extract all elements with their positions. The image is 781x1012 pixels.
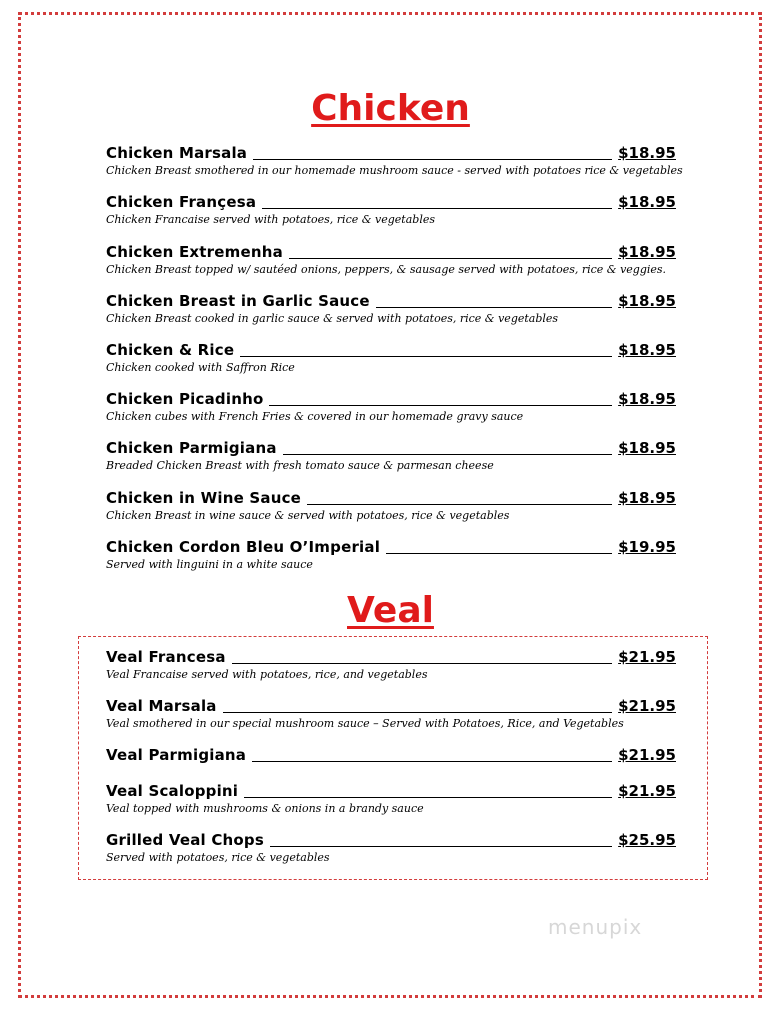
- menu-item: [106, 489, 676, 527]
- item-price: $21.95: [618, 746, 676, 764]
- chicken-section-title: Chicken: [311, 88, 470, 129]
- item-price: $21.95: [618, 648, 676, 666]
- item-description: Breaded Chicken Breast with fresh tomato sauce & parmesan cheese: [106, 459, 494, 472]
- item-name: Chicken Picadinho: [106, 390, 264, 408]
- item-price: $21.95: [618, 697, 676, 715]
- menu-item: [106, 439, 676, 477]
- menu-item: [106, 746, 676, 784]
- item-name: Chicken Parmigiana: [106, 439, 277, 457]
- item-description: Chicken Breast cooked in garlic sauce & served with potatoes, rice & vegetables: [106, 312, 559, 325]
- item-description: Chicken cubes with French Fries & covered in our homemade gravy sauce: [106, 410, 524, 423]
- watermark-logo: menupix: [548, 915, 643, 939]
- item-name: Chicken in Wine Sauce: [106, 489, 302, 507]
- leader-line: [252, 749, 612, 762]
- item-description: Served with potatoes, rice & vegetables: [106, 851, 330, 864]
- menu-item: [106, 292, 676, 330]
- menu-item: [106, 831, 676, 869]
- item-description: Chicken Breast smothered in our homemade mushroom sauce - served with potatoes rice & vegetables: [106, 164, 683, 177]
- item-description: Veal smothered in our special mushroom sauce – Served with Potatoes, Rice, and Vegetables: [106, 717, 624, 730]
- leader-line: [376, 295, 612, 308]
- leader-line: [386, 541, 612, 554]
- item-name: Chicken Extremenha: [106, 243, 283, 261]
- menu-item: [106, 782, 676, 820]
- item-name: Chicken Cordon Bleu O’Imperial: [106, 538, 381, 556]
- item-description: Veal topped with mushrooms & onions in a brandy sauce: [106, 802, 424, 815]
- leader-line: [307, 492, 612, 505]
- menu-item: [106, 697, 676, 735]
- leader-line: [283, 442, 612, 455]
- menu-item: [106, 144, 683, 182]
- veal-section-title: Veal: [347, 590, 434, 631]
- item-price: $19.95: [618, 538, 676, 556]
- item-name: Grilled Veal Chops: [106, 831, 264, 849]
- item-description: Chicken cooked with Saffron Rice: [106, 361, 295, 374]
- item-price: $18.95: [618, 341, 676, 359]
- item-price: $18.95: [618, 439, 676, 457]
- item-price: $18.95: [618, 193, 676, 211]
- leader-line: [289, 246, 612, 259]
- item-name: Veal Marsala: [106, 697, 217, 715]
- leader-line: [232, 651, 612, 664]
- item-name: Veal Parmigiana: [106, 746, 247, 764]
- item-price: $18.95: [618, 292, 676, 310]
- item-price: $25.95: [618, 831, 676, 849]
- item-price: $18.95: [618, 489, 676, 507]
- item-name: Chicken Breast in Garlic Sauce: [106, 292, 370, 310]
- item-name: Chicken Françesa: [106, 193, 257, 211]
- item-description: Veal Francaise served with potatoes, rice, and vegetables: [106, 668, 428, 681]
- menu-item: [106, 648, 676, 686]
- leader-line: [270, 834, 612, 847]
- leader-line: [223, 700, 613, 713]
- item-description: Chicken Francaise served with potatoes, rice & vegetables: [106, 213, 436, 226]
- leader-line: [253, 147, 612, 160]
- item-description: Served with linguini in a white sauce: [106, 558, 313, 571]
- item-name: Chicken Marsala: [106, 144, 248, 162]
- menu-item: [106, 243, 676, 281]
- leader-line: [244, 785, 612, 798]
- item-description: Chicken Breast in wine sauce & served with potatoes, rice & vegetables: [106, 509, 510, 522]
- item-price: $21.95: [618, 782, 676, 800]
- item-price: $18.95: [618, 144, 676, 162]
- item-name: Veal Francesa: [106, 648, 226, 666]
- item-description: Chicken Breast topped w/ sautéed onions, peppers, & sausage served with potatoes, rice & veggies.: [106, 263, 667, 276]
- menu-item: [106, 341, 676, 379]
- leader-line: [240, 344, 612, 357]
- leader-line: [262, 196, 612, 209]
- item-price: $18.95: [618, 243, 676, 261]
- leader-line: [269, 393, 612, 406]
- menu-item: [106, 538, 676, 576]
- menu-item: [106, 390, 676, 428]
- menu-item: [106, 193, 676, 231]
- item-price: $18.95: [618, 390, 676, 408]
- item-name: Veal Scaloppini: [106, 782, 239, 800]
- item-name: Chicken & Rice: [106, 341, 235, 359]
